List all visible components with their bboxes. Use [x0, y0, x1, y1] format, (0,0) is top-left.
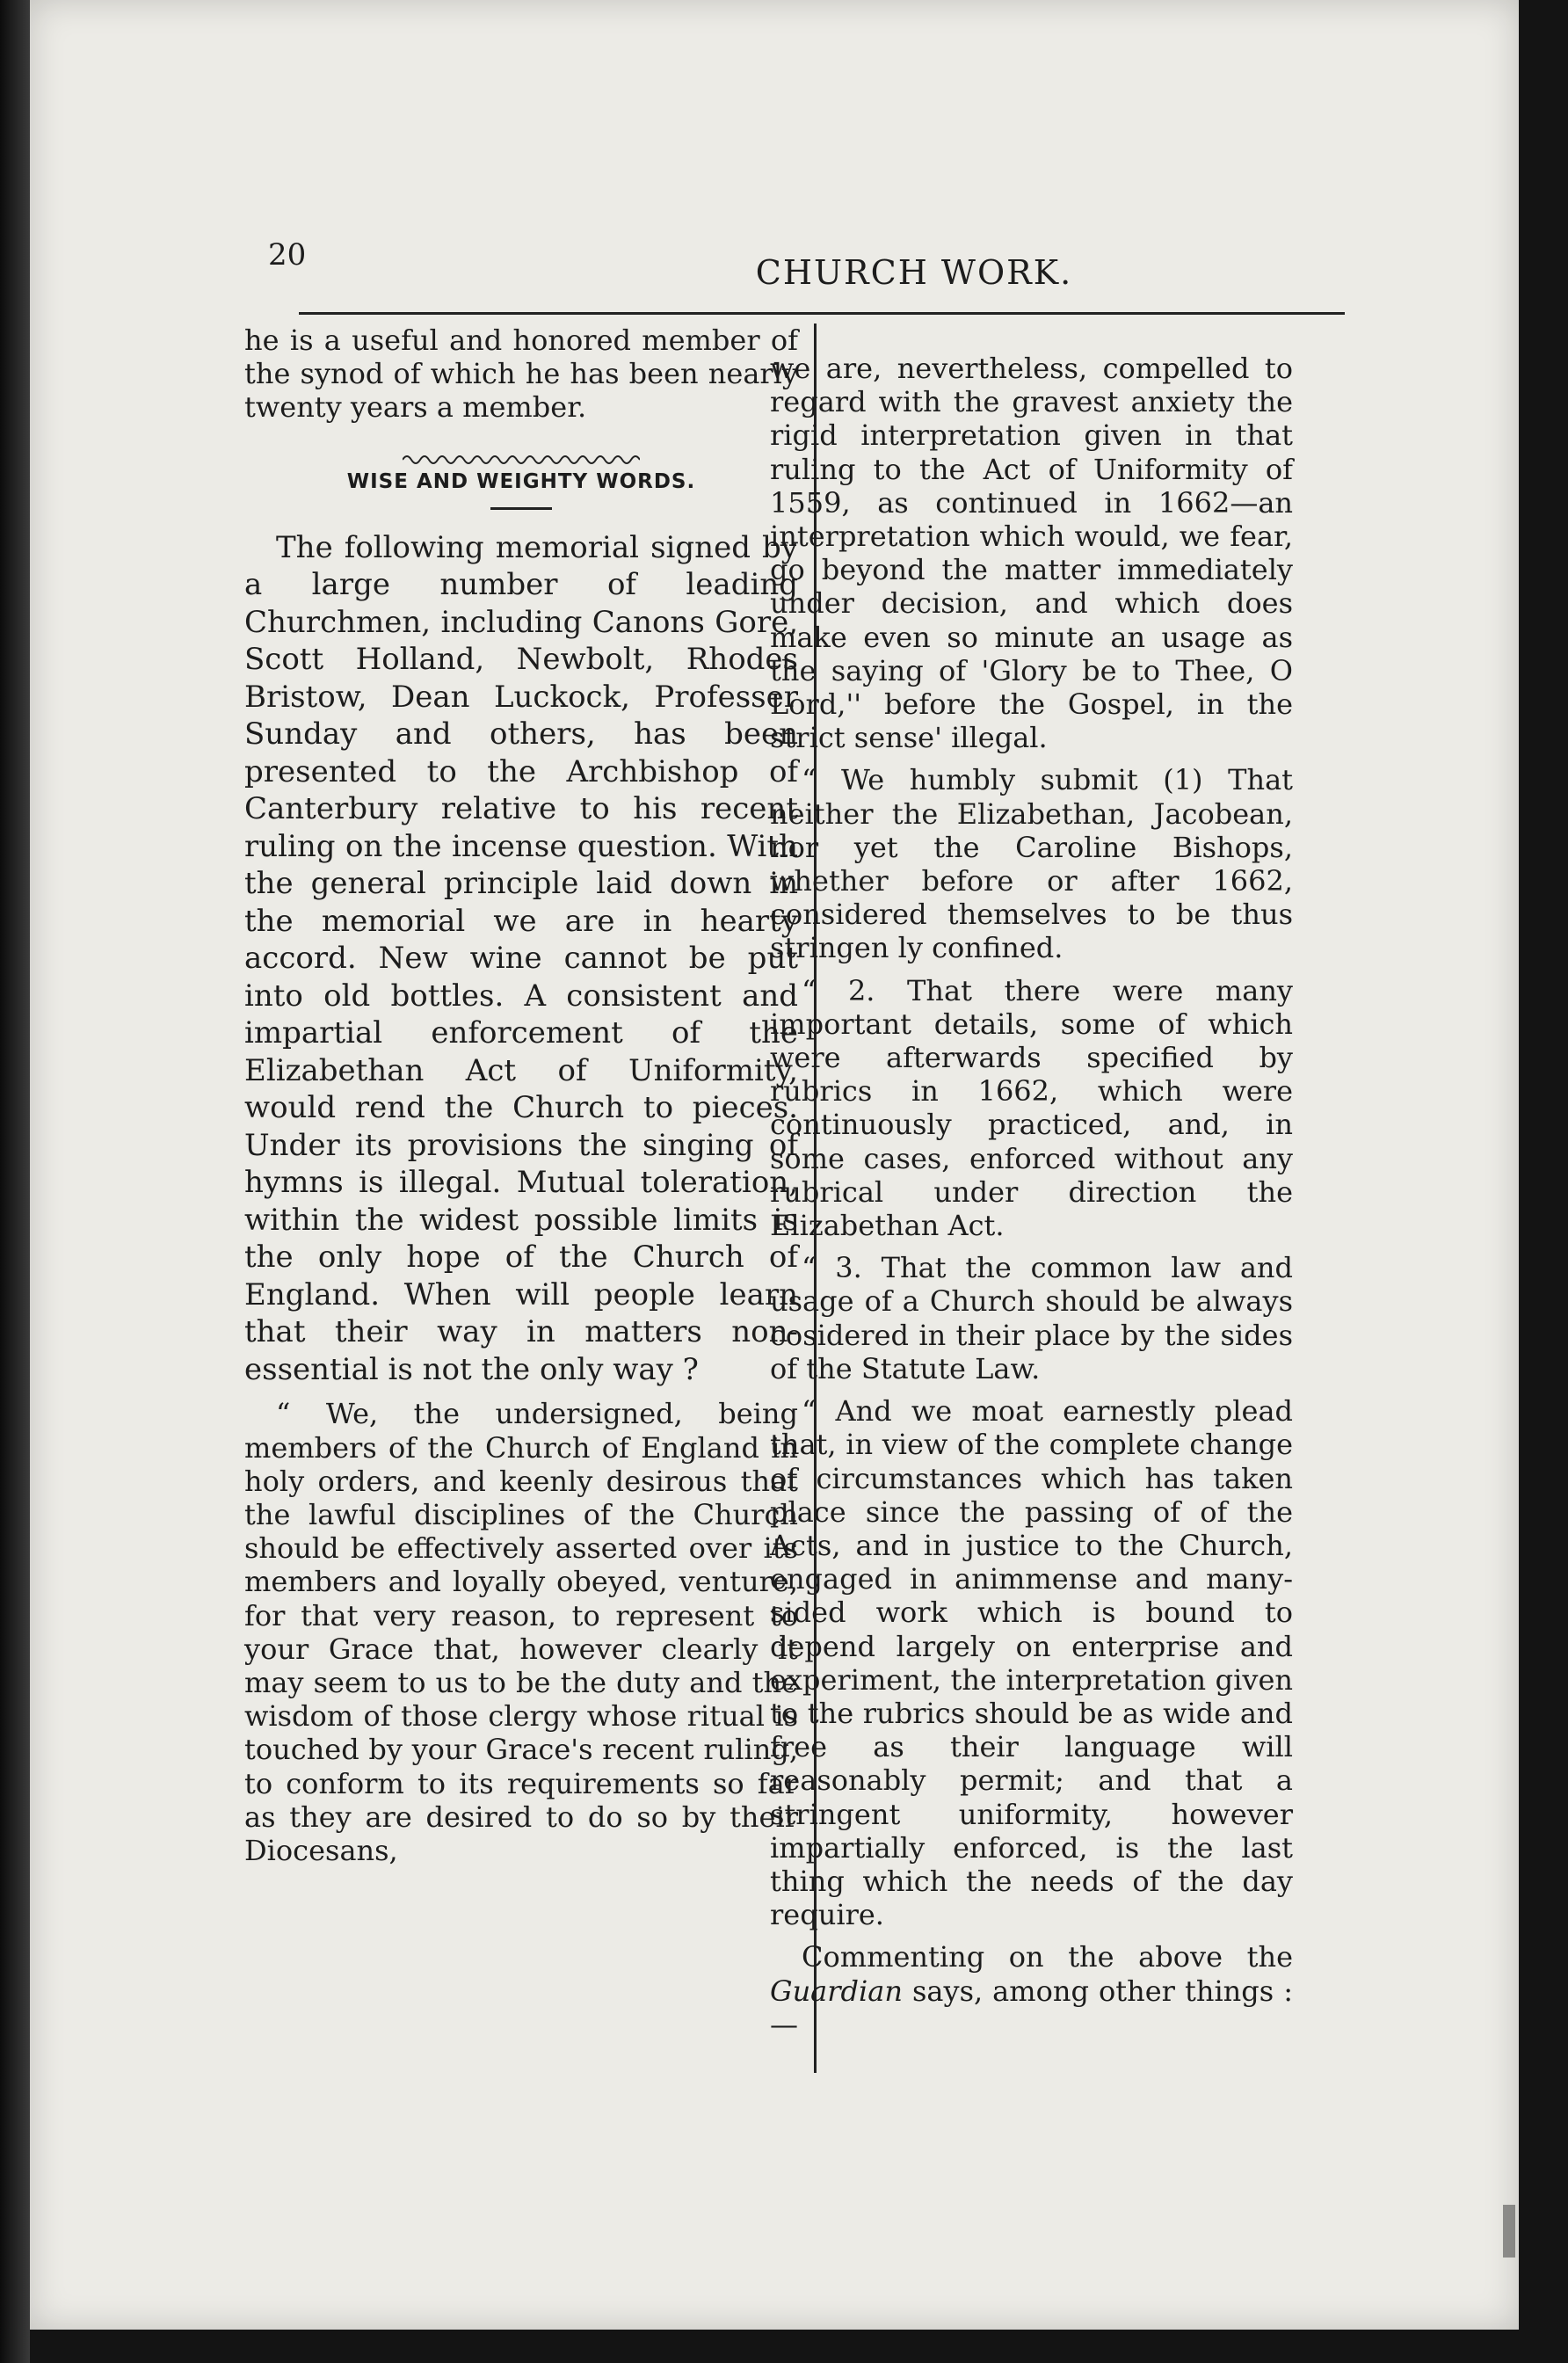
- title-rule: [490, 507, 552, 510]
- right-column: [770, 352, 1293, 2050]
- wave-ornament: [244, 440, 798, 458]
- left-column: [244, 324, 798, 1876]
- header-rule: [299, 312, 1345, 315]
- submission-point-1: “ We humbly submit (1) That neither the Elizabethan, Jacobean, nor yet the Caroline Bishops, whether before or after 1662, considered themselves to be thus stringen ly confined.: [770, 763, 1293, 965]
- memorial-quote-paragraph: “ We, the undersigned, being members of the Church of England in holy orders, and keenly desirous that the lawful disciplines of the Church should be effectively asserted over its members and loyally obeyed, venture, for that very reason, to represent to your Grace that, however clearly it may seem to us to be the duty and the wisdom of those clergy whose ritual is touched by your Grace's recent ruling, to conform to its requirements so far as they are desired to do so by their Diocesans,: [244, 1397, 798, 1867]
- memorial-intro-paragraph: The following memorial signed by a large number of leading Churchmen, including Canons Gore, Scott Holland, Newbolt, Rhodes Bristow, Dean Luckock, Professer Sunday and others, has been presented to the Archbishop of Canterbury relative to his recent ruling on the incense question. With the general principle laid down in the memorial we are in hearty accord. New wine cannot be put into old bottles. A consistent and impartial enforcement of the Elizabethan Act of Uniformity, would rend the Church to pieces. Under its provisions the singing of hymns is illegal. Mutual toleration, within the widest possible limits is the only hope of the Church of England. When will people learn that their way in matters non-essential is not the only way ?: [244, 529, 798, 1387]
- running-title: CHURCH WORK.: [755, 253, 1073, 292]
- submission-point-2: “ 2. That there were many important details, some of which were afterwards specified by rubrics in 1662, which were continuously practiced, and, in some cases, enforced without any rubrical under direction the Elizabethan Act.: [770, 973, 1293, 1243]
- page-number: 20: [268, 237, 307, 273]
- memorial-continued-paragraph: we are, nevertheless, compelled to regard with the gravest anxiety the rigid interpretation given in that ruling to the Act of Uniformity of 1559, as continued in 1662—an interpretation which would, we fear, go beyond the matter immediately under decision, and which does make even so minute an usage as the saying of 'Glory be to Thee, O Lord,'' before the Gospel, in the strict sense' illegal.: [770, 352, 1293, 755]
- guardian-comment-tail: says, among other things :—: [770, 1974, 1294, 2041]
- page-smudge: [1503, 2205, 1515, 2258]
- opening-paragraph: he is a useful and honored member of the synod of which he has been nearly twenty years a member.: [244, 324, 798, 425]
- submission-point-3: “ 3. That the common law and usage of a Church should be always cosidered in their place by the sides of the Statute Law.: [770, 1251, 1293, 1385]
- section-title: WISE AND WEIGHTY WORDS.: [346, 469, 696, 493]
- page-shadow-edge: [0, 0, 30, 2363]
- guardian-comment-paragraph: [770, 1940, 1293, 2041]
- guardian-comment-lead: Commenting on the above the: [802, 1940, 1293, 1974]
- guardian-title: Guardian: [770, 1974, 903, 2008]
- earnest-plea-paragraph: “ And we moat earnestly plead that, in view of the complete change of circumstances which has taken place since the passing of of the Acts, and in justice to the Church, engaged in animmense and many-sided work which is bound to depend largely on enterprise and experiment, the interpretation given to the rubrics should be as wide and free as their language will reasonably permit; and that a stringent uniformity, however impartially enforced, is the last thing which the needs of the day require.: [770, 1394, 1293, 1932]
